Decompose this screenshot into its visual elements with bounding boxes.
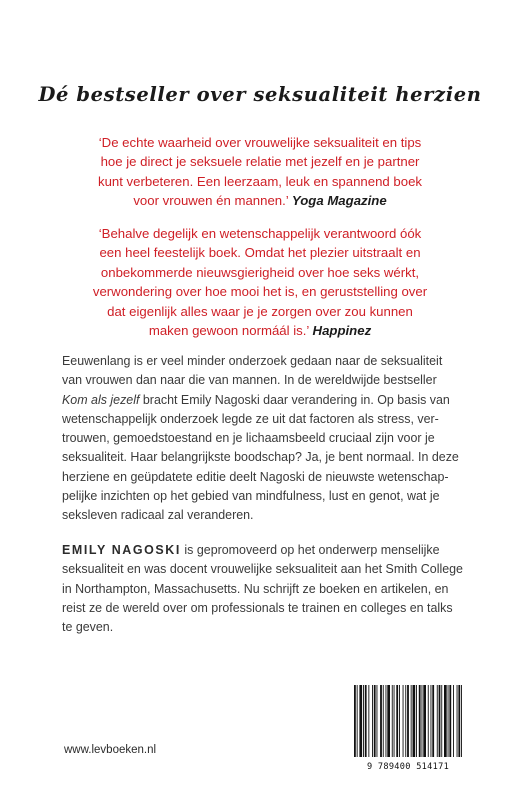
quote-line: voor vrouwen én mannen.’ xyxy=(133,193,289,209)
barcode-bar xyxy=(444,685,447,757)
description-line: trouwen, gemoedstoestand en je lichaamsbeeld cruciaal zijn voor je xyxy=(62,431,435,446)
barcode-bar xyxy=(363,685,364,757)
book-title: Kom als jezelf xyxy=(62,392,140,407)
review-quote-2 xyxy=(60,224,460,340)
barcode-bar xyxy=(374,685,376,757)
quote-line: kunt verbeteren. Een leerzaam, leuk en spannend boek xyxy=(97,173,423,189)
barcode-bar xyxy=(392,685,393,757)
barcode-bar xyxy=(383,685,384,757)
quote-line: hoe je direct je seksuele relatie met jezelf en je partner xyxy=(100,154,420,170)
barcode-bar xyxy=(399,685,400,757)
description-line: pelijke inzichten op het gebied van mindfulness, lust en genot, wat je xyxy=(62,489,440,504)
bio-line: is gepromoveerd op het onderwerp menselijke xyxy=(184,543,440,557)
bio-line: in Northampton, Massachusetts. Nu schrijft ze boeken en artikelen, en xyxy=(62,581,449,596)
barcode-bar xyxy=(357,685,358,757)
barcode-bar xyxy=(422,685,423,757)
barcode-bar xyxy=(396,685,398,757)
barcode-bar xyxy=(458,685,460,757)
barcode-bar xyxy=(437,685,438,757)
quote-line: dat eigenlijk alles waar je je zorgen over zou kunnen xyxy=(107,303,413,319)
headline: Dé bestseller over seksualiteit herzien xyxy=(38,83,482,106)
barcode-bar xyxy=(457,685,458,757)
barcode-bar xyxy=(377,685,378,757)
barcode-bar xyxy=(413,685,416,757)
barcode-bar xyxy=(407,685,409,757)
quote-last-line xyxy=(60,191,460,210)
barcode-bar xyxy=(441,685,442,757)
barcode-bar xyxy=(354,685,356,757)
barcode-bar xyxy=(411,685,412,757)
barcode-bar xyxy=(394,685,395,757)
barcode-bar xyxy=(387,685,390,757)
bio-line: te geven. xyxy=(62,620,114,635)
barcode-bar xyxy=(405,685,406,757)
barcode-bar xyxy=(419,685,421,757)
description-line-with-title xyxy=(62,391,462,410)
barcode-bar xyxy=(423,685,426,757)
barcode-bar xyxy=(359,685,362,757)
description-line: seksleven radicaal zal veranderen. xyxy=(62,508,254,523)
quote-source: Yoga Magazine xyxy=(291,193,387,209)
barcode-bars xyxy=(350,685,466,759)
barcode-bar xyxy=(439,685,441,757)
barcode-bar xyxy=(368,685,369,757)
quote-last-line xyxy=(60,321,460,340)
quote-line: ‘De echte waarheid over vrouwelijke seksualiteit en tips xyxy=(98,135,422,150)
barcode-bar xyxy=(431,685,432,757)
barcode-bar xyxy=(461,685,462,757)
quote-source: Happinez xyxy=(312,323,372,339)
bio-line: seksualiteit en was docent vrouwelijke seksualiteit aan het Smith College xyxy=(62,562,463,577)
barcode-bar xyxy=(365,685,367,757)
description-line: herziene en geüpdatete editie deelt Nagoski de nieuwste wetenschap- xyxy=(62,469,449,484)
barcode-bar xyxy=(428,685,429,757)
description-line: van vrouwen dan naar die van mannen. In de wereldwijde bestseller xyxy=(62,373,437,388)
author-name: EMILY NAGOSKI xyxy=(62,543,181,557)
barcode-bar xyxy=(453,685,454,757)
description-line: bracht Emily Nagoski daar verandering in. Op basis van xyxy=(142,392,450,407)
author-bio xyxy=(62,541,462,637)
quote-line: een heel feestelijk boek. Omdat het plezier uitstraalt en xyxy=(99,245,421,261)
barcode-bar xyxy=(403,685,404,757)
barcode-bar xyxy=(449,685,451,757)
barcode-bar xyxy=(432,685,434,757)
barcode-bar xyxy=(416,685,417,757)
barcode-bar xyxy=(380,685,382,757)
description-line: Eeuwenlang is er veel minder onderzoek gedaan naar de seksualiteit xyxy=(62,354,443,368)
review-quote-1 xyxy=(60,133,460,211)
quote-line: verwondering over hoe mooi het is, en geruststelling over xyxy=(92,284,428,300)
description-line: wetenschappelijk onderzoek legde ze uit dat factoren als stress, ver- xyxy=(62,411,439,426)
quote-line: ‘Behalve degelijk en wetenschappelijk verantwoord óók xyxy=(98,226,422,241)
description-line: seksualiteit. Haar belangrijkste boodschap? Ja, je bent normaal. In deze xyxy=(62,450,459,465)
barcode-number: 9 789400 514171 xyxy=(366,762,450,772)
quote-line: onbekommerde nieuwsgierigheid over hoe seks wérkt, xyxy=(100,264,420,280)
publisher-website: www.levboeken.nl xyxy=(64,744,157,756)
bio-line: reist ze de wereld over om professionals te trainen en colleges en talks xyxy=(62,600,453,615)
barcode-bar xyxy=(448,685,449,757)
bio-first-line xyxy=(62,541,462,560)
book-description xyxy=(62,352,462,526)
barcode-bar xyxy=(386,685,387,757)
barcode-bar xyxy=(372,685,373,757)
quote-line: maken gewoon normáál is.’ xyxy=(148,323,309,339)
isbn-barcode xyxy=(350,685,466,772)
